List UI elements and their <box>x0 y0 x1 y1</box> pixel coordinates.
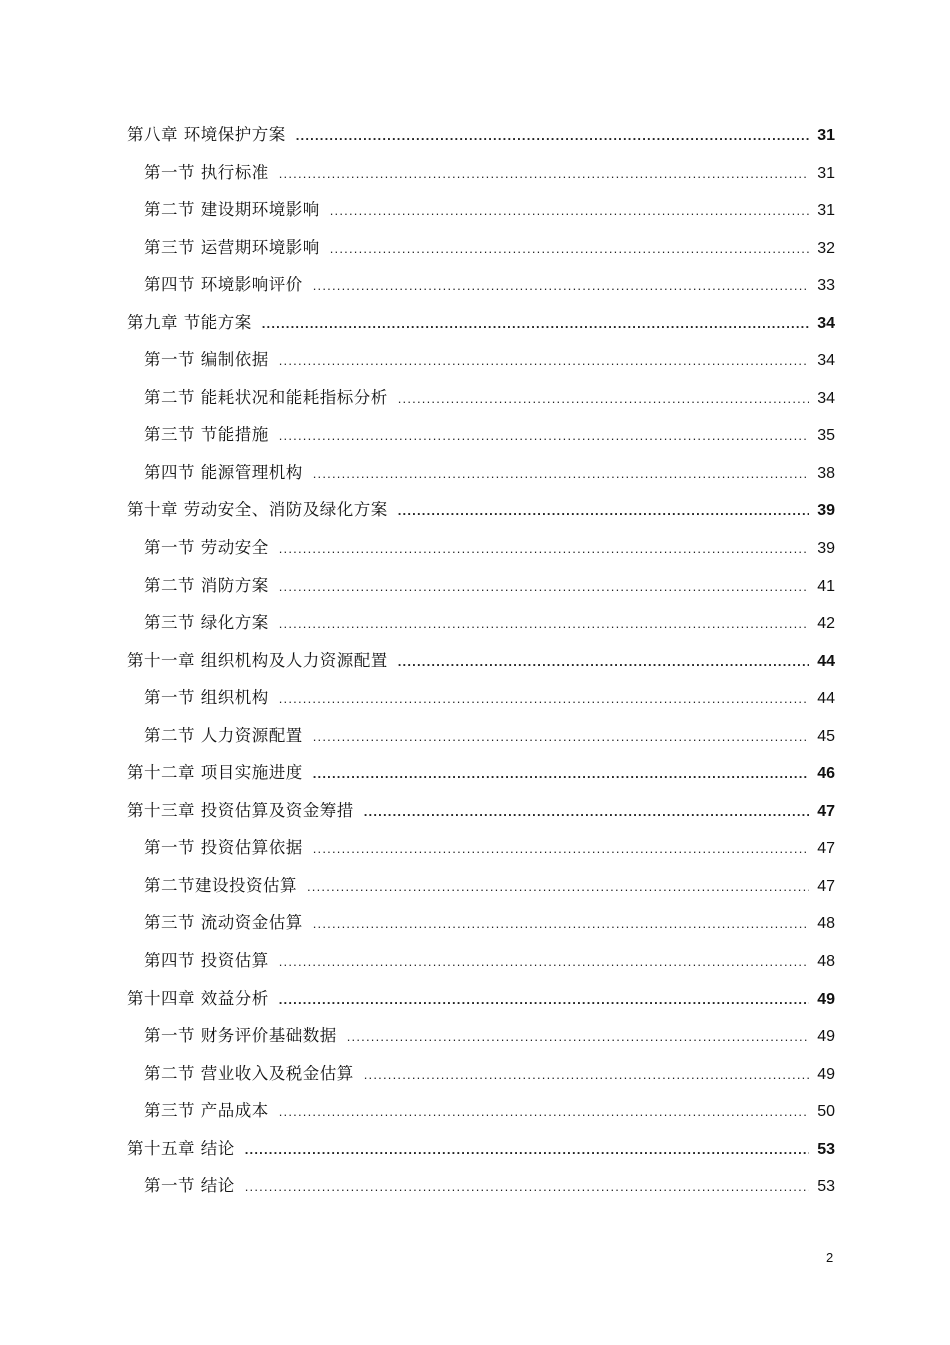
toc-entry-title: 第四节 能源管理机构 <box>144 462 303 482</box>
toc-section-entry[interactable] <box>127 534 835 572</box>
toc-entry-title: 第一节 结论 <box>144 1176 235 1196</box>
toc-entry-page: 44 <box>817 690 835 708</box>
toc-section-entry[interactable] <box>127 572 835 610</box>
toc-entry-title: 第三节 运营期环境影响 <box>144 237 320 257</box>
toc-section-entry[interactable] <box>127 722 835 760</box>
toc-entry-page: 53 <box>817 1178 835 1196</box>
toc-chapter-entry[interactable] <box>127 985 835 1023</box>
dot-leader <box>307 873 809 901</box>
toc-entry-title: 第二节 人力资源配置 <box>144 725 303 745</box>
toc-section-entry[interactable] <box>127 346 835 384</box>
toc-entry-title: 第八章 环境保护方案 <box>127 125 286 144</box>
dot-leader <box>330 235 809 263</box>
dot-leader <box>279 948 809 976</box>
toc-entry-page: 31 <box>817 164 835 182</box>
toc-entry-title: 第十一章 组织机构及人力资源配置 <box>127 650 388 670</box>
dot-leader <box>245 1136 809 1164</box>
toc-entry-title: 第四节 环境影响评价 <box>144 275 303 295</box>
dot-leader <box>313 910 809 938</box>
toc-entry-title: 第二节 营业收入及税金估算 <box>144 1063 354 1083</box>
toc-entry-page: 34 <box>817 314 835 332</box>
toc-entry-title: 第三节 产品成本 <box>144 1101 269 1121</box>
toc-section-entry[interactable] <box>127 159 835 197</box>
dot-leader <box>313 272 809 300</box>
toc-entry-title: 第一节 组织机构 <box>144 688 269 708</box>
dot-leader <box>364 1061 809 1089</box>
toc-section-entry[interactable] <box>127 1060 835 1098</box>
toc-entry-page: 50 <box>817 1103 835 1121</box>
dot-leader <box>279 535 809 563</box>
toc-section-entry[interactable] <box>127 834 835 872</box>
toc-section-entry[interactable] <box>127 684 835 722</box>
dot-leader <box>313 460 809 488</box>
toc-chapter-entry[interactable] <box>127 1135 835 1173</box>
toc-entry-page: 46 <box>817 765 835 783</box>
dot-leader <box>296 122 809 150</box>
table-of-contents <box>127 121 835 1210</box>
dot-leader <box>398 497 809 525</box>
toc-section-entry[interactable] <box>127 872 835 910</box>
toc-entry-title: 第九章 节能方案 <box>127 312 252 332</box>
toc-entry-page: 49 <box>817 1065 835 1083</box>
toc-entry-page: 49 <box>817 990 835 1008</box>
toc-entry-title: 第一节 劳动安全 <box>144 538 269 558</box>
dot-leader <box>245 1173 809 1201</box>
toc-section-entry[interactable] <box>127 1097 835 1135</box>
toc-entry-title: 第十章 劳动安全、消防及绿化方案 <box>127 500 388 520</box>
toc-section-entry[interactable] <box>127 271 835 309</box>
toc-entry-page: 48 <box>817 953 835 971</box>
toc-entry-title: 第一节 编制依据 <box>144 350 269 370</box>
dot-leader <box>313 835 809 863</box>
toc-section-entry[interactable] <box>127 421 835 459</box>
toc-chapter-entry[interactable] <box>127 121 835 159</box>
toc-entry-title: 第十三章 投资估算及资金筹措 <box>127 800 354 820</box>
toc-entry-page: 44 <box>817 652 835 670</box>
toc-entry-title: 第二节 能耗状况和能耗指标分析 <box>144 387 388 407</box>
toc-section-entry[interactable] <box>127 234 835 272</box>
toc-entry-title: 第十四章 效益分析 <box>127 988 269 1008</box>
toc-entry-page: 33 <box>817 277 835 295</box>
toc-entry-title: 第四节 投资估算 <box>144 951 269 971</box>
dot-leader <box>279 610 809 638</box>
toc-entry-page: 47 <box>817 877 835 895</box>
toc-entry-page: 53 <box>817 1140 835 1158</box>
toc-entry-page: 34 <box>817 389 835 407</box>
dot-leader <box>279 986 809 1014</box>
dot-leader <box>279 422 809 450</box>
dot-leader <box>347 1023 809 1051</box>
toc-section-entry[interactable] <box>127 947 835 985</box>
dot-leader <box>262 310 809 338</box>
toc-entry-page: 38 <box>817 464 835 482</box>
page-number: 2 <box>826 1250 834 1265</box>
toc-entry-title: 第一节 投资估算依据 <box>144 838 303 858</box>
toc-entry-page: 34 <box>817 352 835 370</box>
toc-entry-title: 第一节 执行标准 <box>144 162 269 182</box>
toc-entry-title: 第三节 绿化方案 <box>144 613 269 633</box>
dot-leader <box>279 347 809 375</box>
toc-entry-title: 第二节 消防方案 <box>144 575 269 595</box>
toc-section-entry[interactable] <box>127 196 835 234</box>
toc-entry-page: 41 <box>817 577 835 595</box>
toc-chapter-entry[interactable] <box>127 647 835 685</box>
toc-section-entry[interactable] <box>127 1022 835 1060</box>
dot-leader <box>279 1098 809 1126</box>
toc-entry-page: 35 <box>817 427 835 445</box>
toc-chapter-entry[interactable] <box>127 759 835 797</box>
dot-leader <box>364 798 809 826</box>
toc-entry-title: 第二节 建设期环境影响 <box>144 200 320 220</box>
dot-leader <box>313 760 809 788</box>
toc-chapter-entry[interactable] <box>127 496 835 534</box>
toc-entry-title: 第一节 财务评价基础数据 <box>144 1026 337 1046</box>
toc-section-entry[interactable] <box>127 384 835 422</box>
toc-entry-title: 第三节 流动资金估算 <box>144 913 303 933</box>
toc-entry-page: 47 <box>817 840 835 858</box>
toc-entry-page: 31 <box>817 127 835 144</box>
toc-section-entry[interactable] <box>127 1172 835 1210</box>
toc-section-entry[interactable] <box>127 909 835 947</box>
toc-entry-page: 45 <box>817 727 835 745</box>
toc-chapter-entry[interactable] <box>127 309 835 347</box>
toc-section-entry[interactable] <box>127 459 835 497</box>
dot-leader <box>279 573 809 601</box>
toc-entry-page: 47 <box>817 802 835 820</box>
toc-entry-page: 39 <box>817 540 835 558</box>
toc-entry-page: 48 <box>817 915 835 933</box>
toc-entry-title: 第十二章 项目实施进度 <box>127 763 303 783</box>
toc-chapter-entry[interactable] <box>127 797 835 835</box>
toc-section-entry[interactable] <box>127 609 835 647</box>
toc-entry-page: 49 <box>817 1028 835 1046</box>
dot-leader <box>398 385 809 413</box>
toc-entry-title: 第二节建设投资估算 <box>144 875 297 895</box>
toc-entry-page: 39 <box>817 502 835 520</box>
dot-leader <box>330 197 809 225</box>
toc-entry-page: 42 <box>817 615 835 633</box>
dot-leader <box>279 685 809 713</box>
dot-leader <box>313 723 809 751</box>
dot-leader <box>398 648 809 676</box>
toc-entry-page: 31 <box>817 202 835 220</box>
dot-leader <box>279 160 809 188</box>
toc-entry-title: 第十五章 结论 <box>127 1138 235 1158</box>
toc-entry-page: 32 <box>817 239 835 257</box>
toc-entry-title: 第三节 节能措施 <box>144 425 269 445</box>
